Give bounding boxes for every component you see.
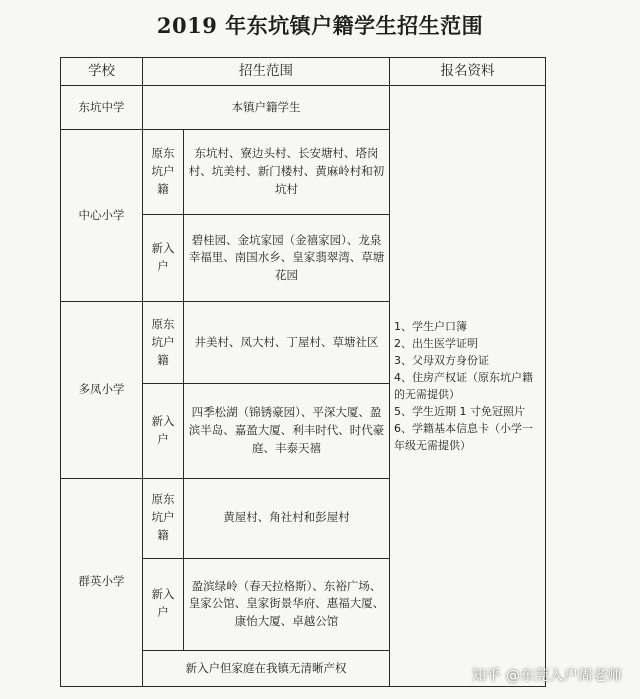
category-original-hukou: 原东坑户籍 [143,302,184,384]
table-row [61,86,546,130]
watermark: 知乎 @东莞入户周老师 [472,668,622,684]
category-new-hukou: 新入户 [143,558,184,650]
range-duofeng-original: 井美村、凤大村、丁屋村、草塘社区 [184,302,390,384]
school-name-qunying-primary: 群英小学 [61,478,143,686]
category-new-hukou: 新入户 [143,384,184,478]
range-central-original: 东坑村、寮边头村、长安塘村、塔岗村、坑美村、新门楼村、黄麻岭村和初坑村 [184,130,390,215]
header-school: 学校 [61,58,143,86]
range-qunying-extra: 新入户但家庭在我镇无清晰产权 [143,650,390,686]
range-dongkeng-middle: 本镇户籍学生 [143,86,390,130]
header-row [61,58,546,86]
school-name-central-primary: 中心小学 [61,130,143,302]
document-item: 6、学籍基本信息卡（小学一年级无需提供） [394,422,533,453]
page-title: 2019 年东坑镇户籍学生招生范围 [156,13,484,38]
enrollment-table [60,57,546,687]
range-qunying-new: 盈滨绿岭（春天拉格斯）、东裕广场、皇家公馆、皇家街景华府、惠福大厦、康怡大厦、卓越公馆 [184,558,390,650]
range-qunying-original: 黄屋村、角社村和彭屋村 [184,478,390,558]
category-original-hukou: 原东坑户籍 [143,478,184,558]
range-central-new: 碧桂园、金坑家园（金禧家园）、龙泉幸福里、南国水乡、皇家翡翠湾、草塘花园 [184,215,390,302]
header-range: 招生范围 [143,58,390,86]
document-item: 2、出生医学证明 [394,336,478,350]
document-item: 3、父母双方身份证 [394,353,489,367]
document-item: 5、学生近期 1 寸免冠照片 [394,405,525,419]
school-name-dongkeng-middle: 东坑中学 [61,86,143,130]
school-name-duofeng-primary: 多凤小学 [61,302,143,478]
documents-list [390,86,546,687]
range-duofeng-new: 四季松湖（锦锈豪园）、平深大厦、盈滨半岛、嘉盈大厦、利丰时代、时代豪庭、丰泰天禧 [184,384,390,478]
document-item: 4、住房产权证（原东坑户籍的无需提供） [394,370,533,402]
category-original-hukou: 原东坑户籍 [143,130,184,215]
document-item: 1、学生户口簿 [394,319,467,333]
category-new-hukou: 新入户 [143,215,184,302]
header-docs: 报名资料 [390,58,546,86]
